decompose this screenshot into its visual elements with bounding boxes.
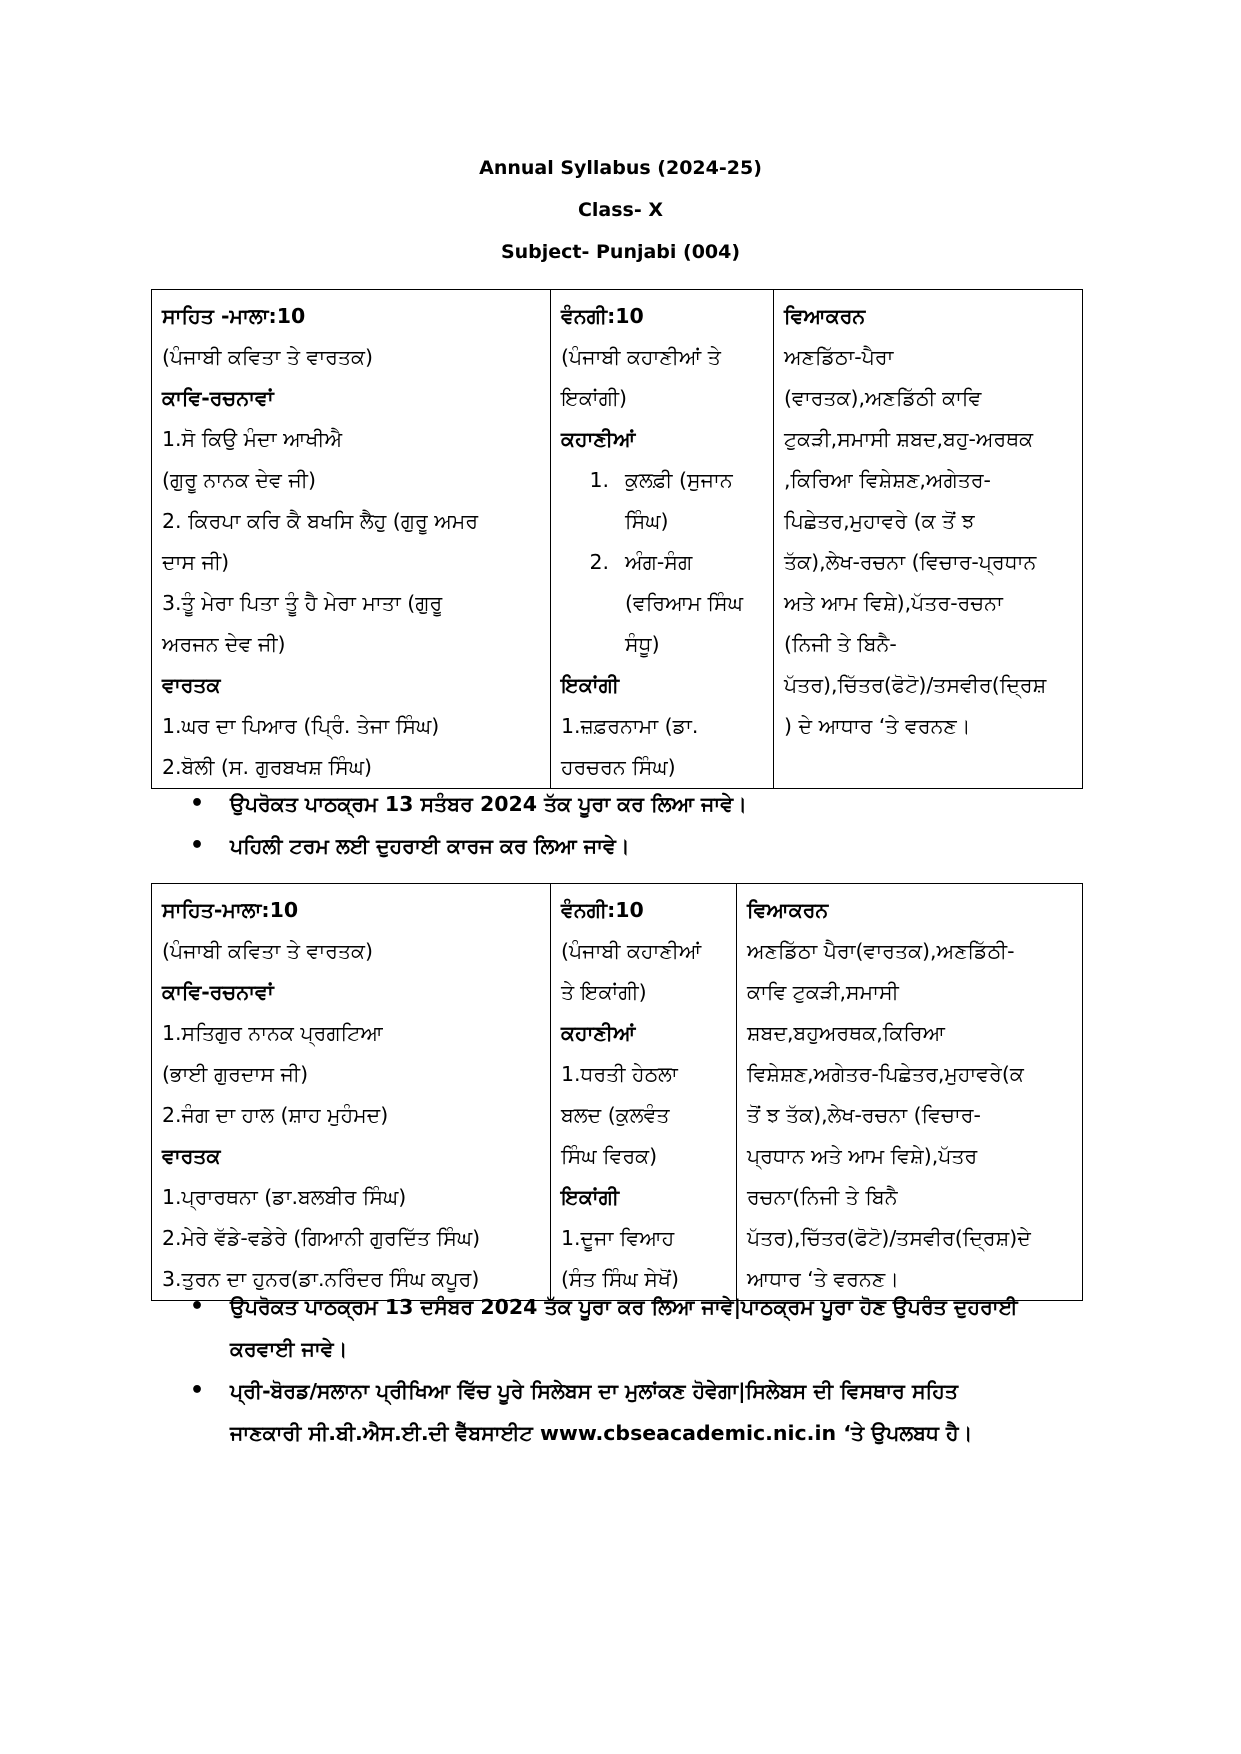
text-line: ਵਿਸ਼ੇਸ਼ਣ,ਅਗੇਤਰ-ਪਿਛੇਤਰ,ਮੁਹਾਵਰੇ(ਕ: [747, 1062, 1024, 1086]
list-item: ਦਾਸ ਜੀ): [162, 550, 230, 574]
list-item: (ਭਾਈ ਗੁਰਦਾਸ ਜੀ): [162, 1062, 309, 1086]
list-item: 2. ਕਿਰਪਾ ਕਰਿ ਕੈ ਬਖਸਿ ਲੈਹੁ (ਗੁਰੂ ਅਮਰ: [162, 509, 479, 533]
list-number: 1.: [589, 468, 609, 492]
section-heading: ਕਾਵਿ-ਰਚਨਾਵਾਂ: [162, 386, 274, 410]
column-heading: ਵੰਨਗੀ:10: [561, 304, 644, 328]
column-subheading: (ਪੰਜਾਬੀ ਕਵਿਤਾ ਤੇ ਵਾਰਤਕ): [162, 345, 374, 369]
note-item: [190, 1370, 1090, 1454]
list-item: 2.ਬੋਲੀ (ਸ. ਗੁਰਬਖਸ਼ ਸਿੰਘ): [162, 755, 373, 779]
text-line: ਆਧਾਰ ‘ਤੇ ਵਰਨਣ।: [747, 1267, 899, 1291]
note-item: [190, 1286, 1090, 1370]
list-item: (ਸੰਤ ਸਿੰਘ ਸੇਖੋਂ): [561, 1267, 679, 1291]
text-line: ) ਦੇ ਆਧਾਰ ‘ਤੇ ਵਰਨਣ।: [784, 714, 971, 738]
column-subheading: (ਪੰਜਾਬੀ ਕਹਾਣੀਆਂ ਤੇ: [561, 345, 721, 369]
column-subheading: (ਪੰਜਾਬੀ ਕਵਿਤਾ ਤੇ ਵਾਰਤਕ): [162, 939, 374, 963]
text-line: ,ਕਿਰਿਆ ਵਿਸ਼ੇਸ਼ਣ,ਅਗੇਤਰ-: [784, 468, 991, 492]
section-heading: ਵਾਰਤਕ: [162, 673, 221, 697]
text-line: (ਵਾਰਤਕ),ਅਣਡਿੱਠੀ ਕਾਵਿ: [784, 386, 982, 410]
text-line: ਰਚਨਾ(ਨਿਜੀ ਤੇ ਬਿਨੈ: [747, 1185, 898, 1209]
text-line: ਪ੍ਰਧਾਨ ਅਤੇ ਆਮ ਵਿਸ਼ੇ),ਪੱਤਰ: [747, 1144, 978, 1168]
text-line: ਪੱਤਰ),ਚਿੱਤਰ(ਫੋਟੋ)/ਤਸਵੀਰ(ਦ੍ਰਿਸ਼)ਦੇ: [747, 1226, 1031, 1250]
term1-notes: [190, 783, 1090, 867]
list-item: 3.ਤੂੰ ਮੇਰਾ ਪਿਤਾ ਤੂੰ ਹੈ ਮੇਰਾ ਮਾਤਾ (ਗੁਰੂ: [162, 591, 443, 615]
vangi-cell: [551, 884, 737, 1301]
section-heading: ਕਾਵਿ-ਰਚਨਾਵਾਂ: [162, 980, 274, 1004]
text-line: ਕਾਵਿ ਟੁਕੜੀ,ਸਮਾਸੀ: [747, 980, 899, 1004]
note-line: ਪ੍ਰੀ-ਬੋਰਡ/ਸਲਾਨਾ ਪ੍ਰੀਖਿਆ ਵਿੱਚ ਪੂਰੇ ਸਿਲੇਬਸ ਦਾ ਮੁਲਾਂਕਣ ਹੋਵੇਗਾ|ਸਿਲੇਬਸ ਦੀ ਵਿਸਥਾਰ ਸਹਿਤ: [230, 1379, 958, 1403]
text-line: ਅਣਡਿੱਠਾ-ਪੈਰਾ: [784, 345, 894, 369]
text-line: ਤੱਕ),ਲੇਖ-ਰਚਨਾ (ਵਿਚਾਰ-ਪ੍ਰਧਾਨ: [784, 550, 1037, 574]
text-line: ਪਿਛੇਤਰ,ਮੁਹਾਵਰੇ (ਕ ਤੋਂ ਝ: [784, 509, 975, 533]
section-heading: ਇਕਾਂਗੀ: [561, 673, 620, 697]
list-item: [561, 542, 763, 665]
list-item: 3.ਤੁਰਨ ਦਾ ਹੁਨਰ(ਡਾ.ਨਰਿੰਦਰ ਸਿੰਘ ਕਪੂਰ): [162, 1267, 480, 1291]
column-subheading: (ਪੰਜਾਬੀ ਕਹਾਣੀਆਂ: [561, 939, 702, 963]
column-heading: ਵਿਆਕਰਨ: [747, 898, 829, 922]
note-line: ਉਪਰੋਕਤ ਪਾਠਕ੍ਰਮ 13 ਦਸੰਬਰ 2024 ਤੱਕ ਪੂਰਾ ਕਰ ਲਿਆ ਜਾਵੇ|ਪਾਠਕ੍ਰਮ ਪੂਰਾ ਹੋਣ ਉਪਰੰਤ ਦੁਹਰਾਈ: [230, 1295, 1018, 1319]
text-line: ਤੋਂ ਝ ਤੱਕ),ਲੇਖ-ਰਚਨਾ (ਵਿਚਾਰ-: [747, 1103, 981, 1127]
syllabus-title: Annual Syllabus (2024-25): [479, 157, 762, 179]
list-text: ਸਿੰਘ): [625, 509, 669, 533]
subject-label: Subject- Punjabi (004): [500, 241, 741, 263]
note-item: • ਪਹਿਲੀ ਟਰਮ ਲਈ ਦੁਹਰਾਈ ਕਾਰਜ ਕਰ ਲਿਆ ਜਾਵੇ।: [190, 825, 1090, 867]
list-item: (ਗੁਰੂ ਨਾਨਕ ਦੇਵ ਜੀ): [162, 468, 316, 492]
list-item: 1.ਘਰ ਦਾ ਪਿਆਰ (ਪ੍ਰਿੰ. ਤੇਜਾ ਸਿੰਘ): [162, 714, 440, 738]
text-line: ਪੱਤਰ),ਚਿੱਤਰ(ਫੋਟੋ)/ਤਸਵੀਰ(ਦ੍ਰਿਸ਼: [784, 673, 1047, 697]
list-text: ਕੁਲਫ਼ੀ (ਸੁਜਾਨ: [625, 468, 733, 492]
term2-notes: [190, 1286, 1090, 1454]
class-label: Class- X: [577, 199, 664, 221]
note-line: ਕਰਵਾਈ ਜਾਵੇ।: [230, 1337, 348, 1361]
column-heading: ਸਾਹਿਤ-ਮਾਲਾ:10: [162, 898, 299, 922]
text-line: (ਨਿਜੀ ਤੇ ਬਿਨੈ-: [784, 632, 897, 656]
column-heading: ਵੰਨਗੀ:10: [561, 898, 644, 922]
list-item: ਬਲਦ (ਕੁਲਵੰਤ: [561, 1103, 670, 1127]
list-text: (ਵਰਿਆਮ ਸਿੰਘ: [625, 591, 743, 615]
term1-syllabus-table: [151, 289, 1083, 789]
viakaran-cell: [774, 290, 1083, 789]
list-item: ਅਰਜਨ ਦੇਵ ਜੀ): [162, 632, 286, 656]
list-item: ਸਿੰਘ ਵਿਰਕ): [561, 1144, 658, 1168]
text-line: ਸ਼ਬਦ,ਬਹੁਅਰਥਕ,ਕਿਰਿਆ: [747, 1021, 945, 1045]
note-line: ਜਾਣਕਾਰੀ ਸੀ.ਬੀ.ਐਸ.ਈ.ਦੀ ਵੈੱਬਸਾਈਟ www.cbseacademic.nic.in ‘ਤੇ ਉਪਲਬਧ ਹੈ।: [230, 1421, 973, 1445]
list-item: 1.ਪ੍ਰਾਰਥਨਾ (ਡਾ.ਬਲਬੀਰ ਸਿੰਘ): [162, 1185, 407, 1209]
column-subheading: ਇਕਾਂਗੀ): [561, 386, 628, 410]
list-item: ਹਰਚਰਨ ਸਿੰਘ): [561, 755, 676, 779]
list-item: [561, 460, 763, 542]
term2-syllabus-table: [151, 883, 1083, 1301]
viakaran-cell: [737, 884, 1083, 1301]
list-item: 2.ਜੰਗ ਦਾ ਹਾਲ (ਸ਼ਾਹ ਮੁਹੰਮਦ): [162, 1103, 389, 1127]
list-item: 1.ਸਤਿਗੁਰ ਨਾਨਕ ਪ੍ਰਗਟਿਆ: [162, 1021, 383, 1045]
list-item: 1.ਜ਼ਫ਼ਰਨਾਮਾ (ਡਾ.: [561, 714, 699, 738]
table-row: [152, 290, 1083, 789]
text-line: ਅਣਡਿੱਠਾ ਪੈਰਾ(ਵਾਰਤਕ),ਅਣਡਿੱਠੀ-: [747, 939, 1015, 963]
list-item: 1.ਧਰਤੀ ਹੇਠਲਾ: [561, 1062, 678, 1086]
column-heading: ਸਾਹਿਤ -ਮਾਲਾ:10: [162, 304, 306, 328]
list-number: 2.: [589, 550, 609, 574]
section-heading: ਇਕਾਂਗੀ: [561, 1185, 620, 1209]
sahit-mala-cell: [152, 290, 551, 789]
list-item: 2.ਮੇਰੇ ਵੱਡੇ-ਵਡੇਰੇ (ਗਿਆਨੀ ਗੁਰਦਿੱਤ ਸਿੰਘ): [162, 1226, 481, 1250]
section-heading: ਕਹਾਣੀਆਂ: [561, 427, 636, 451]
section-heading: ਕਹਾਣੀਆਂ: [561, 1021, 636, 1045]
column-heading: ਵਿਆਕਰਨ: [784, 304, 866, 328]
vangi-cell: [551, 290, 774, 789]
text-line: ਟੁਕੜੀ,ਸਮਾਸੀ ਸ਼ਬਦ,ਬਹੁ-ਅਰਥਕ: [784, 427, 1034, 451]
section-heading: ਵਾਰਤਕ: [162, 1144, 221, 1168]
text-line: ਅਤੇ ਆਮ ਵਿਸ਼ੇ),ਪੱਤਰ-ਰਚਨਾ: [784, 591, 1003, 615]
list-item: 1.ਸੋ ਕਿਉ ਮੰਦਾ ਆਖੀਐ: [162, 427, 343, 451]
sahit-mala-cell: [152, 884, 551, 1301]
list-text: ਅੰਗ-ਸੰਗ: [625, 550, 693, 574]
column-subheading: ਤੇ ਇਕਾਂਗੀ): [561, 980, 647, 1004]
list-item: 1.ਦੂਜਾ ਵਿਆਹ: [561, 1226, 675, 1250]
list-text: ਸੰਧੂ): [625, 632, 660, 656]
note-item: • ਉਪਰੋਕਤ ਪਾਠਕ੍ਰਮ 13 ਸਤੰਬਰ 2024 ਤੱਕ ਪੂਰਾ ਕਰ ਲਿਆ ਜਾਵੇ।: [190, 783, 1090, 825]
table-row: [152, 884, 1083, 1301]
